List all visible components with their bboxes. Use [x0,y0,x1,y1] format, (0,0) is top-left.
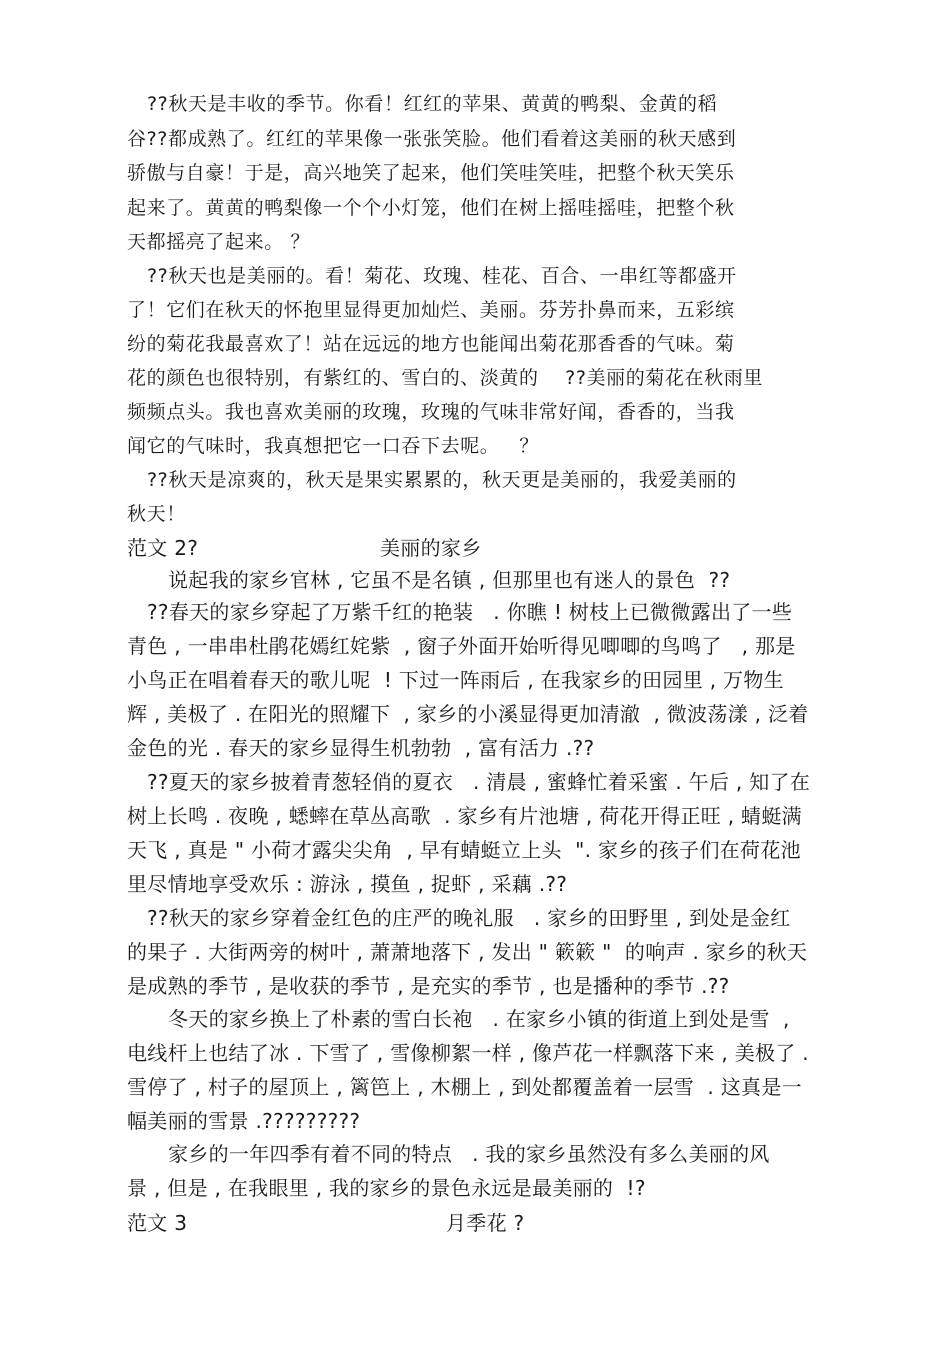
text-line: 雪停了 , 村子的屋顶上 , 篱笆上 , 木棚上 , 到处都覆盖着一层雪 . 这真是一 [127,1075,802,1099]
text-line: 秋天！ [127,503,186,525]
essay-label: 范文 2? [127,536,199,560]
text-line: 花的颜色也很特别，有紫红的、雪白的、淡黄的 ??美丽的菊花在秋雨里 [127,367,763,389]
text-line: 骄傲与自豪！于是，高兴地笑了起来，他们笑哇笑哇，把整个秋天笑乐 [127,162,735,184]
text-line: 金色的光 . 春天的家乡显得生机勃勃 , 富有活力 .?? [127,736,595,760]
text-line: 辉 , 美极了 . 在阳光的照耀下 , 家乡的小溪显得更加清澈 , 微波荡漾 , 泛着 [127,702,809,726]
text-line: 天都摇亮了起来。 ？ [127,231,311,253]
essay-title: 美丽的家乡 [380,536,482,560]
text-line: ??秋天是凉爽的，秋天是果实累累的，秋天更是美丽的，我爱美丽的 [147,469,737,491]
text-line: 说起我的家乡官林 , 它虽不是名镇 , 但那里也有迷人的景色 ?? [168,568,731,592]
text-line: ??秋天也是美丽的。看！菊花、玫瑰、桂花、百合、一串红等都盛开 [147,265,737,287]
text-line: 频频点头。我也喜欢美丽的玫瑰，玫瑰的气味非常好闻，香香的，当我 [127,401,735,423]
text-line: 冬天的家乡换上了朴素的雪白长袍 . 在家乡小镇的街道上到处是雪 , [168,1007,790,1031]
text-line: ??春天的家乡穿起了万紫千红的艳装 . 你瞧 ! 树枝上已微微露出了一些 [147,600,793,624]
text-line: ??秋天的家乡穿着金红色的庄严的晚礼服 . 家乡的田野里 , 到处是金红 [147,906,791,930]
text-line: 了！它们在秋天的怀抱里显得更加灿烂、美丽。芬芳扑鼻而来，五彩缤 [127,299,735,321]
essay-label: 范文 3 [127,1211,188,1235]
text-line: 树上长鸣 . 夜晚 , 蟋蟀在草丛高歌 . 家乡有片池塘 , 荷花开得正旺 , 蜻蜓满 [127,804,802,828]
text-line: 闻它的气味时，我真想把它一口吞下去呢。 ？ [127,435,539,457]
essay-title: 月季花 ? [446,1211,525,1235]
text-line: 谷??都成熟了。红红的苹果像一张张笑脸。他们看着这美丽的秋天感到 [127,128,737,150]
text-line: ??秋天是丰收的季节。你看！红红的苹果、黄黄的鸭梨、金黄的稻 [147,93,718,115]
text-line: 幅美丽的雪景 .????????? [127,1109,361,1133]
text-line: 是成熟的季节 , 是收获的季节 , 是充实的季节 , 也是播种的季节 .?? [127,974,730,998]
text-line: ??夏天的家乡披着青葱轻俏的夏衣 . 清晨 , 蜜蜂忙着采蜜 . 午后 , 知了在 [147,770,811,794]
text-line: 天飞 , 真是 " 小荷才露尖尖角 , 早有蜻蜓立上头 ". 家乡的孩子们在荷花池 [127,838,801,862]
text-line: 的果子 . 大街两旁的树叶 , 萧萧地落下 , 发出 " 簌簌 " 的响声 . 家乡的秋天 [127,940,808,964]
text-line: 里尽情地享受欢乐 : 游泳 , 摸鱼 , 捉虾 , 采藕 .?? [127,872,568,896]
text-line: 纷的菊花我最喜欢了！站在远远的地方也能闻出菊花那香香的气味。菊 [127,333,735,355]
text-line: 小鸟正在唱着春天的歌儿呢 ! 下过一阵雨后 , 在我家乡的田园里 , 万物生 [127,668,784,692]
text-line: 起来了。黄黄的鸭梨像一个个小灯笼，他们在树上摇哇摇哇，把整个秋 [127,197,735,219]
text-line: 青色 , 一串串杜鹃花嫣红姹紫 , 窗子外面开始听得见唧唧的鸟鸣了 , 那是 [127,634,796,658]
text-line: 景 , 但是 , 在我眼里 , 我的家乡的景色永远是最美丽的 !? [127,1176,646,1200]
text-line: 家乡的一年四季有着不同的特点 . 我的家乡虽然没有多么美丽的风 [168,1142,770,1166]
text-line: 电线杆上也结了冰 . 下雪了 , 雪像柳絮一样 , 像芦花一样飘落下来 , 美极了 . [127,1041,809,1065]
